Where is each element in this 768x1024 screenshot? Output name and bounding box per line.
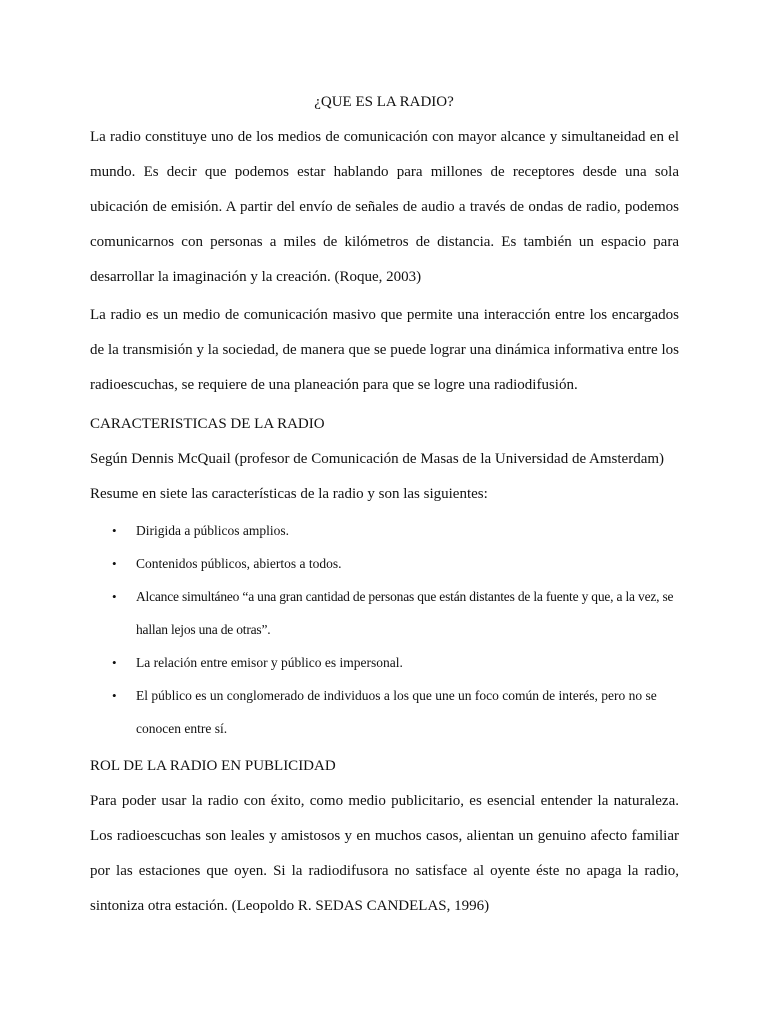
list-item — [112, 679, 679, 745]
bullet-icon: • — [112, 556, 117, 571]
characteristics-list — [112, 514, 679, 745]
list-item-text: Dirigida a públicos amplios. — [136, 523, 289, 538]
paragraph-que-es-la-radio: La radio constituye uno de los medios de comunicación con mayor alcance y simultaneidad en el mundo. Es decir que podemos estar hablando para millones de receptores desde una sola ubicación de emisión. A partir del envío de señales de audio a través de ondas de radio, podemos comunicarnos con personas a miles de kilómetros de distancia. Es también un espacio para desarrollar la imaginación y la creación. (Roque, 2003) — [90, 129, 679, 285]
line-dennis-mcquail: Según Dennis McQuail (profesor de Comunicación de Masas de la Universidad de Amsterdam) — [90, 451, 665, 467]
bullet-icon: • — [112, 688, 117, 703]
list-item — [112, 514, 679, 547]
list-item — [112, 547, 679, 580]
line-resume-siete: Resume en siete las características de la radio y son las siguientes: — [90, 486, 488, 502]
paragraph-rol-publicidad: Para poder usar la radio con éxito, como medio publicitario, es esencial entender la naturaleza. Los radioescuchas son leales y amistosos y en muchos casos, alientan un genuino afecto familiar por las estaciones que oyen. Si la radiodifusora no satisface al oyente éste no apaga la radio, sintoniza otra estación. (Leopoldo R. SEDAS CANDELAS, 1996) — [90, 793, 679, 914]
list-item-text: La relación entre emisor y público es impersonal. — [136, 655, 403, 670]
list-item-text: El público es un conglomerado de individuos a los que une un foco común de interés, pero no se conocen entre sí. — [136, 688, 657, 736]
list-item-text: Alcance simultáneo “a una gran cantidad de personas que están distantes de la fuente y que, a la vez, se hallan lejos una de otras”. — [136, 589, 674, 637]
document-title: ¿QUE ES LA RADIO? — [314, 94, 454, 110]
bullet-icon: • — [112, 523, 117, 538]
bullet-icon: • — [112, 589, 117, 604]
heading-rol-publicidad: ROL DE LA RADIO EN PUBLICIDAD — [90, 758, 336, 774]
list-item — [112, 580, 679, 646]
heading-caracteristicas: CARACTERISTICAS DE LA RADIO — [90, 416, 325, 432]
list-item-text: Contenidos públicos, abiertos a todos. — [136, 556, 342, 571]
paragraph-medio-masivo: La radio es un medio de comunicación masivo que permite una interacción entre los encargados de la transmisión y la sociedad, de manera que se puede lograr una dinámica informativa entre los radioescuchas, se requiere de una planeación para que se logre una radiodifusión. — [90, 307, 679, 393]
list-item — [112, 646, 679, 679]
bullet-icon: • — [112, 655, 117, 670]
